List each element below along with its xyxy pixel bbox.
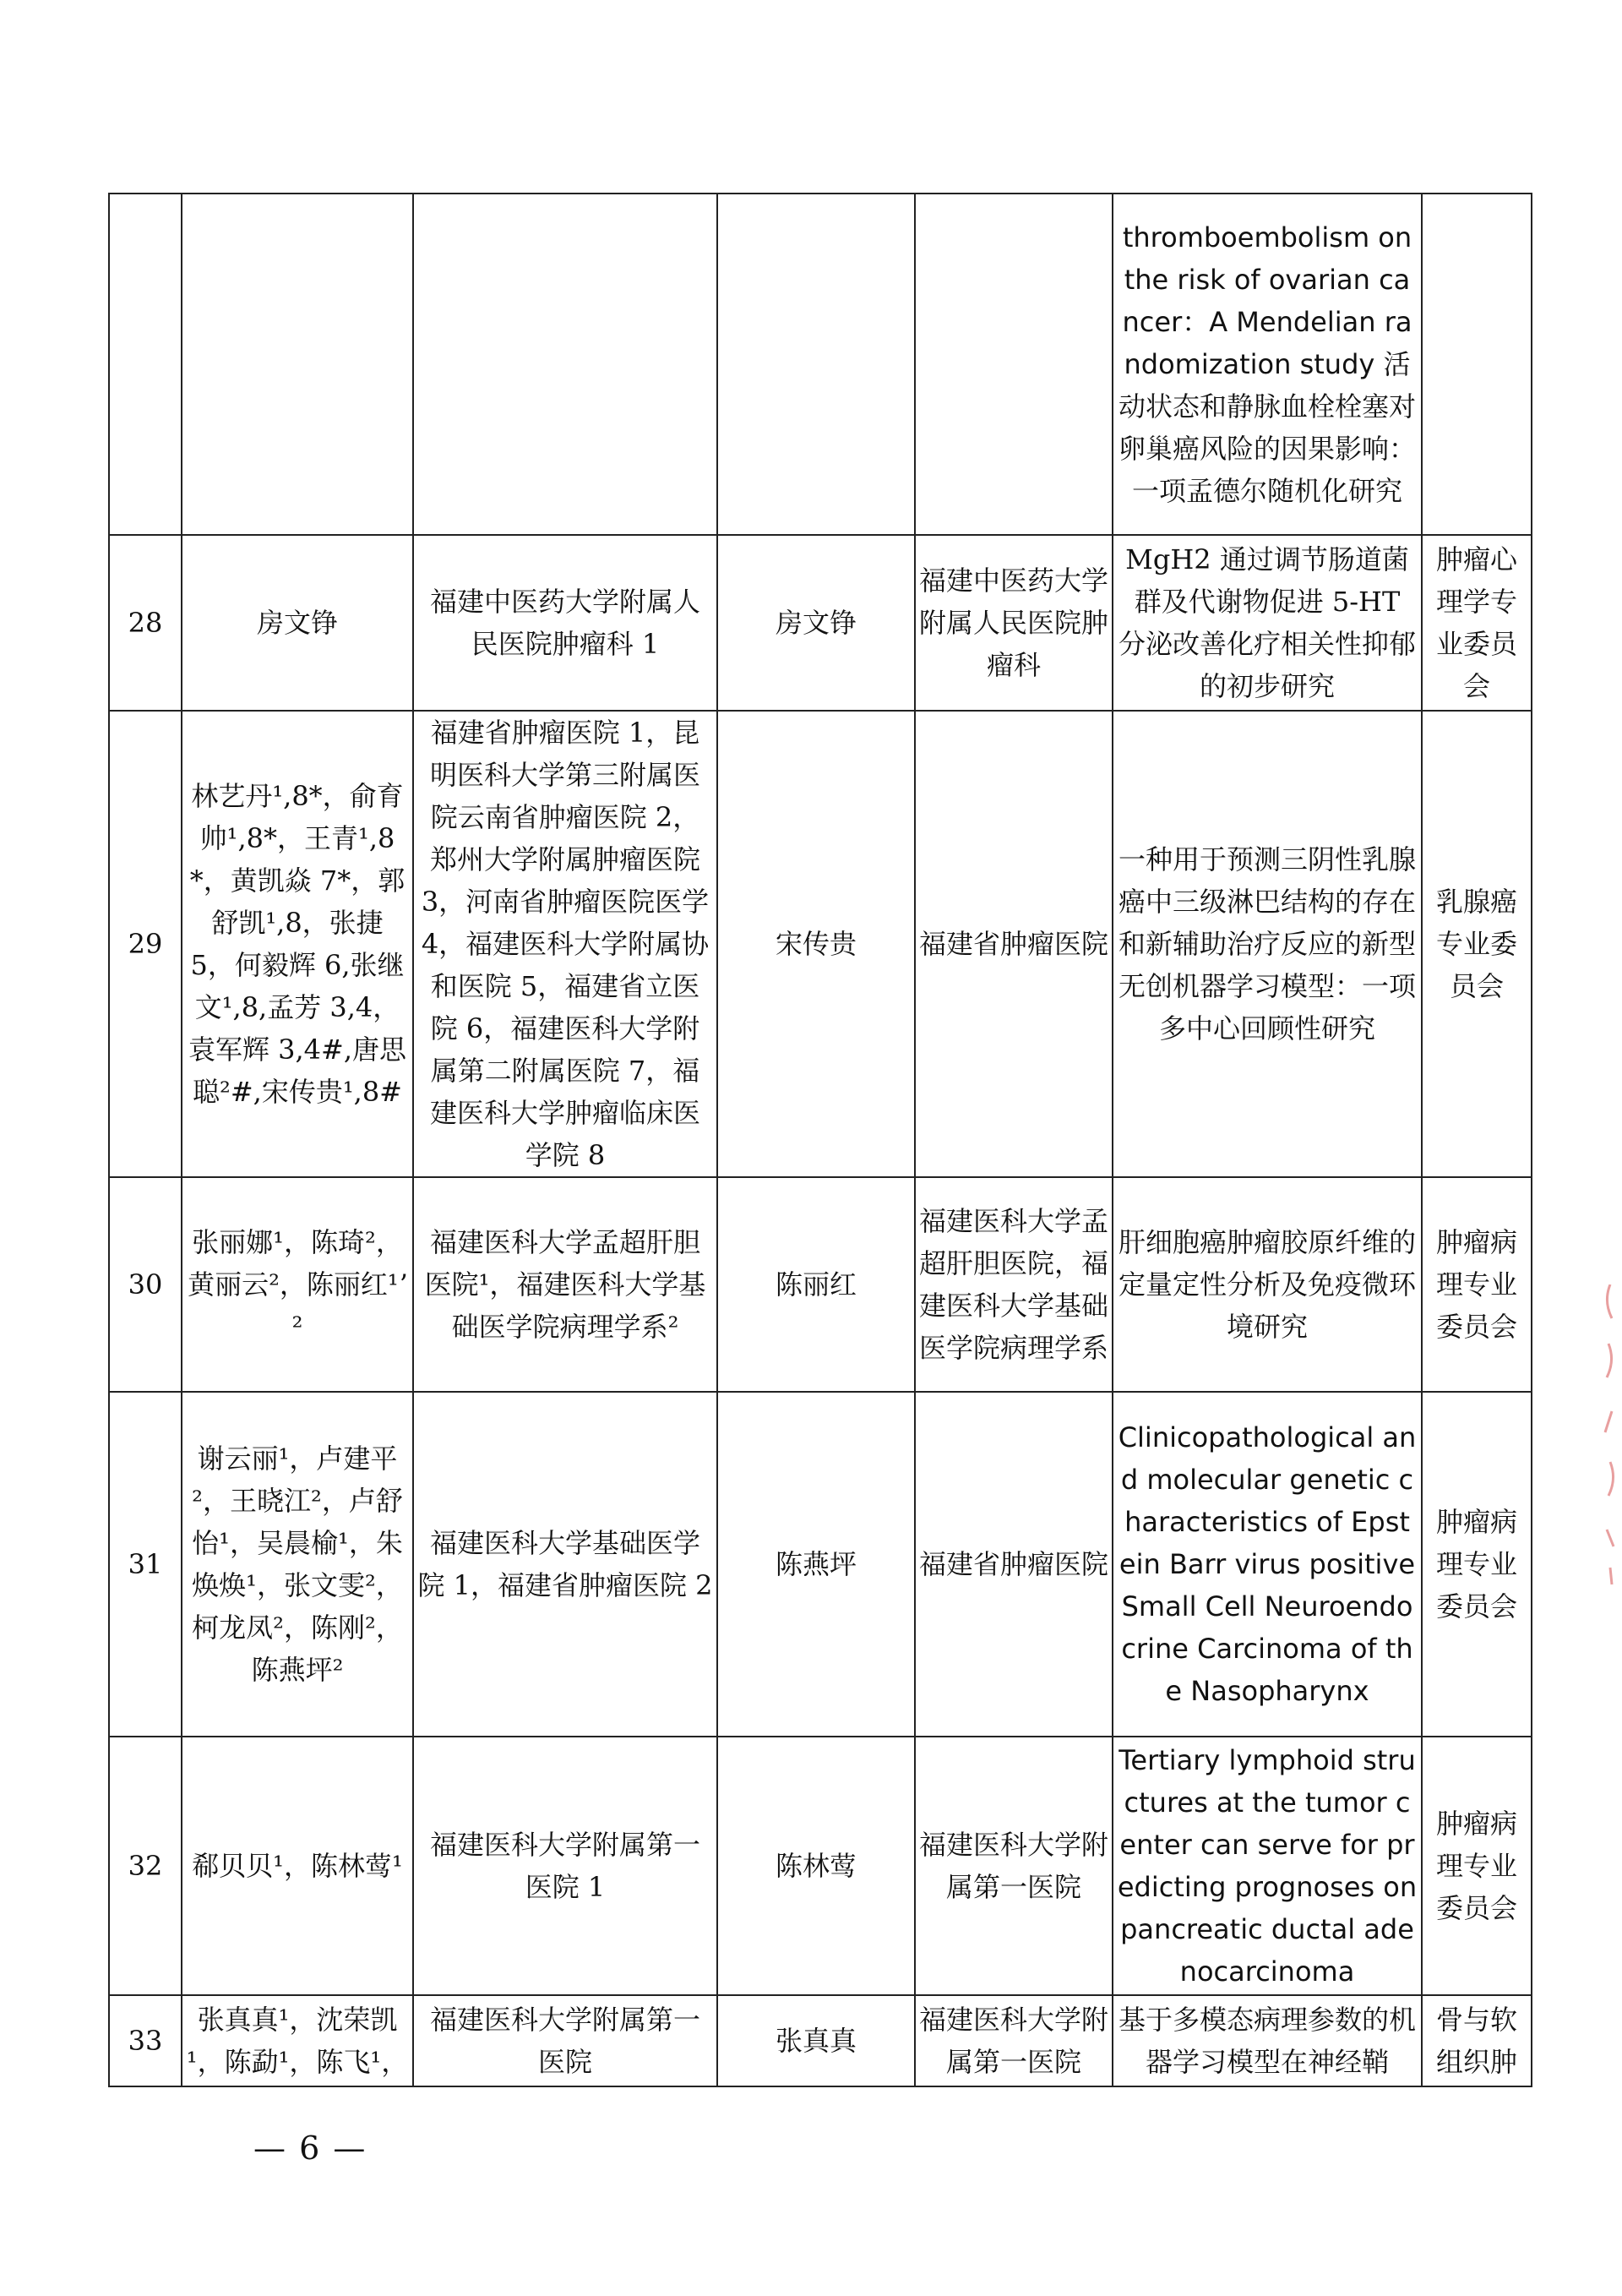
corresponding-unit-cell <box>915 194 1113 535</box>
committee-cell: 肿瘤心理学专业委员会 <box>1422 535 1532 711</box>
corresponding-author-cell: 张真真 <box>717 1995 915 2086</box>
corresponding-author-cell: 陈燕坪 <box>717 1392 915 1737</box>
corresponding-author-cell: 陈丽红 <box>717 1177 915 1392</box>
unit-cell <box>413 194 717 535</box>
row-number: 31 <box>109 1392 182 1737</box>
row-number: 32 <box>109 1737 182 1995</box>
table-row <box>109 1392 1532 1737</box>
corresponding-unit-cell: 福建医科大学孟超肝胆医院，福建医科大学基础医学院病理学系 <box>915 1177 1113 1392</box>
paper-title-cell: thromboembolism on the risk of ovarian cancer：A Mendelian randomization study 活动状态和静脉血栓栓塞对卵巢癌风险的因果影响：一项孟德尔随机化研究 <box>1113 194 1422 535</box>
table-row <box>109 1737 1532 1995</box>
seal-stamp-fragment <box>1602 1284 1619 1589</box>
paper-title-cell: Tertiary lymphoid structures at the tumor center can serve for predicting prognoses on pancreatic ductal adenocarcinoma <box>1113 1737 1422 1995</box>
paper-title-cell: MgH2 通过调节肠道菌群及代谢物促进 5-HT 分泌改善化疗相关性抑郁的初步研究 <box>1113 535 1422 711</box>
table-row <box>109 1177 1532 1392</box>
paper-title-cell: Clinicopathological and molecular genetic characteristics of Epstein Barr virus positive Small Cell Neuroendocrine Carcinoma of the Nasopharynx <box>1113 1392 1422 1737</box>
committee-cell: 乳腺癌专业委员会 <box>1422 711 1532 1177</box>
authors-cell: 张真真¹，沈荣凯¹，陈勐¹，陈飞¹， <box>182 1995 413 2086</box>
authors-cell: 林艺丹¹,8*，俞育帅¹,8*，王青¹,8*，黄凯焱 7*，郭舒凯¹,8，张捷 5，何毅辉 6,张继文¹,8,孟芳 3,4，袁军辉 3,4#,唐思聪²#,宋传贵¹,8# <box>182 711 413 1177</box>
row-number: 30 <box>109 1177 182 1392</box>
paper-title-cell: 基于多模态病理参数的机器学习模型在神经鞘 <box>1113 1995 1422 2086</box>
unit-cell: 福建省肿瘤医院 1，昆明医科大学第三附属医院云南省肿瘤医院 2，郑州大学附属肿瘤医院 3，河南省肿瘤医院医学 4，福建医科大学附属协和医院 5，福建省立医院 6，福建医科大学附属第二附属医院 7，福建医科大学肿瘤临床医学院 8 <box>413 711 717 1177</box>
authors-cell <box>182 194 413 535</box>
corresponding-unit-cell: 福建省肿瘤医院 <box>915 711 1113 1177</box>
authors-cell: 房文铮 <box>182 535 413 711</box>
corresponding-author-cell: 房文铮 <box>717 535 915 711</box>
row-number <box>109 194 182 535</box>
paper-title-cell: 肝细胞癌肿瘤胶原纤维的定量定性分析及免疫微环境研究 <box>1113 1177 1422 1392</box>
authors-cell: 张丽娜¹，陈琦²，黄丽云²，陈丽红¹ʼ² <box>182 1177 413 1392</box>
corresponding-unit-cell: 福建省肿瘤医院 <box>915 1392 1113 1737</box>
table-row <box>109 535 1532 711</box>
table-row <box>109 711 1532 1177</box>
row-number: 28 <box>109 535 182 711</box>
committee-cell: 肿瘤病理专业委员会 <box>1422 1177 1532 1392</box>
corresponding-unit-cell: 福建医科大学附属第一医院 <box>915 1995 1113 2086</box>
row-number: 33 <box>109 1995 182 2086</box>
page-number: — 6 — <box>253 2130 367 2167</box>
committee-cell: 肿瘤病理专业委员会 <box>1422 1737 1532 1995</box>
committee-cell: 骨与软组织肿 <box>1422 1995 1532 2086</box>
committee-cell <box>1422 194 1532 535</box>
paper-title-cell: 一种用于预测三阴性乳腺癌中三级淋巴结构的存在和新辅助治疗反应的新型无创机器学习模型：一项多中心回顾性研究 <box>1113 711 1422 1177</box>
authors-cell: 谢云丽¹，卢建平²，王晓江²，卢舒怡¹，吴晨榆¹，朱焕焕¹，张文雯²，柯龙凤²，陈刚²，陈燕坪² <box>182 1392 413 1737</box>
corresponding-unit-cell: 福建中医药大学附属人民医院肿瘤科 <box>915 535 1113 711</box>
table-row <box>109 1995 1532 2086</box>
unit-cell: 福建医科大学附属第一医院 <box>413 1995 717 2086</box>
award-list-table <box>108 193 1532 2087</box>
corresponding-author-cell: 宋传贵 <box>717 711 915 1177</box>
unit-cell: 福建中医药大学附属人民医院肿瘤科 1 <box>413 535 717 711</box>
unit-cell: 福建医科大学附属第一医院 1 <box>413 1737 717 1995</box>
corresponding-unit-cell: 福建医科大学附属第一医院 <box>915 1737 1113 1995</box>
row-number: 29 <box>109 711 182 1177</box>
corresponding-author-cell <box>717 194 915 535</box>
table-row <box>109 194 1532 535</box>
unit-cell: 福建医科大学基础医学院 1，福建省肿瘤医院 2 <box>413 1392 717 1737</box>
committee-cell: 肿瘤病理专业委员会 <box>1422 1392 1532 1737</box>
authors-cell: 郗贝贝¹，陈林莺¹ <box>182 1737 413 1995</box>
unit-cell: 福建医科大学孟超肝胆医院¹，福建医科大学基础医学院病理学系² <box>413 1177 717 1392</box>
corresponding-author-cell: 陈林莺 <box>717 1737 915 1995</box>
